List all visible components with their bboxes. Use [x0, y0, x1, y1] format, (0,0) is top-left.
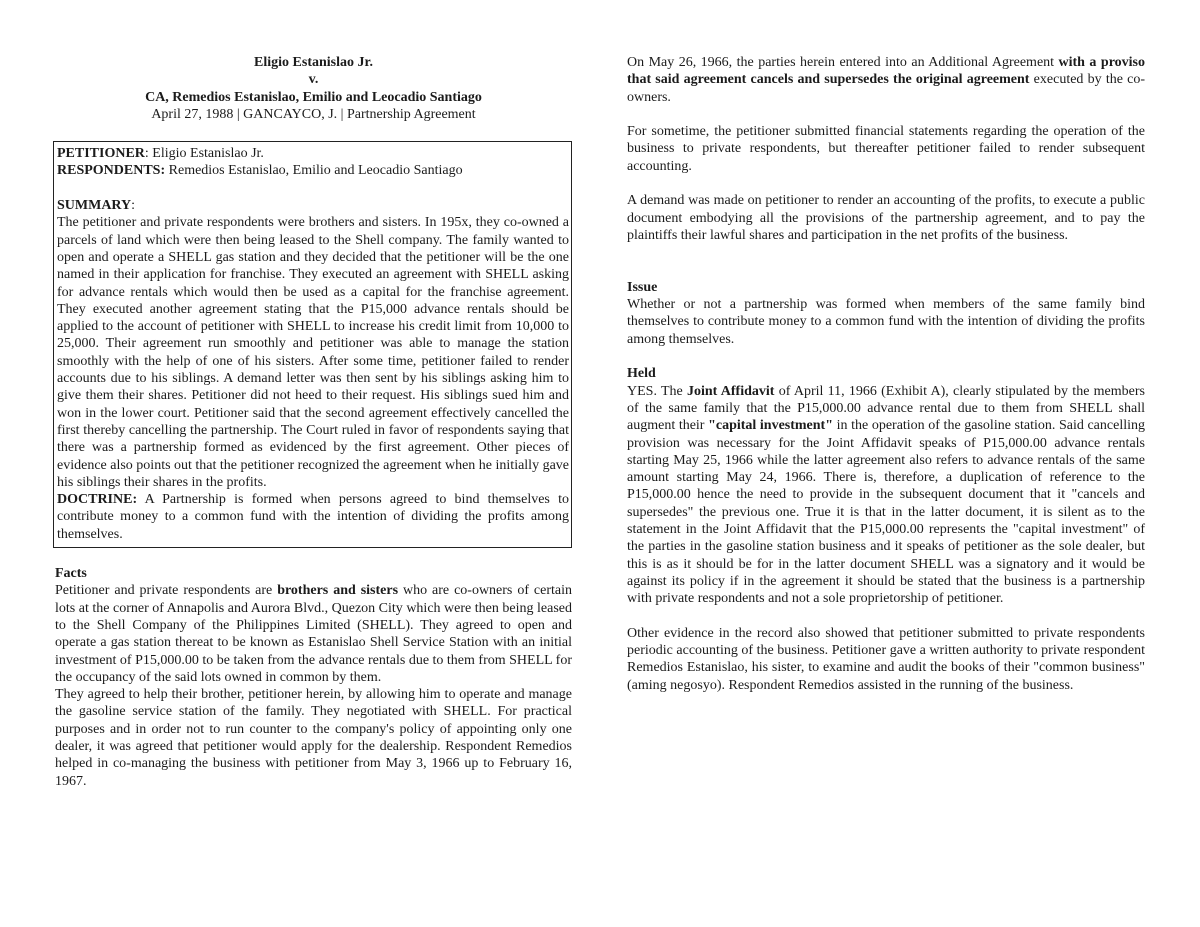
demand-paragraph: A demand was made on petitioner to render an accounting of the profits, to execute a public document embodying all the provisions of the partnership agreement, and to pay the plaintiffs their lawful shares and participation in the net profits of the business.: [627, 193, 1145, 243]
facts-p1-bold-run: brothers and sisters: [277, 583, 399, 599]
summary-box: [53, 141, 572, 548]
facts-paragraph-1: [55, 582, 572, 686]
respondents-label: RESPONDENTS:: [57, 163, 166, 179]
facts-paragraph-2: They agreed to help their brother, petitioner herein, by allowing him to operate and manage the gasoline service station of the family. They negotiated with SHELL. For practical purposes and in order not to run counter to the company's policy of appointing only one dealer, it was agreed that petitioner would apply for the dealership. Respondent Remedios helped in co-managing the business with petitioner from May 3, 1966 up to February 16, 1967.: [55, 687, 572, 789]
case-petitioner-title: Eligio Estanislao Jr.: [254, 55, 373, 70]
held-p1-run-5: in the operation of the gasoline station. Said cancelling provision was necessary for the Joint Affidavit speaks of P15,000.00 advance rentals starting May 25, 1966 while the latter agreement also refers to advance rentals of the same amount starting May 24, 1966. There is, therefore, a duplication of reference to the P15,000.00 hence the need to provide in the subsequent document that it "cancels and supersedes" the previous one. True it is that in the latter document, it is silent as to the statement in the Joint Affidavit that the P15,000.00 represents the "capital investment" of the parties in the gasoline station business and it speaks of petitioner as the sole dealer, but this is as it should be for in the latter document SHELL was a signatory and it would be against its policy if in the agreement it should be stated that the business is a partnership with private respondents and not a sole proprietorship of petitioner.: [627, 418, 1145, 607]
doctrine-paragraph: [57, 491, 569, 543]
doctrine-label: DOCTRINE:: [57, 492, 138, 508]
petitioner-value: : Eligio Estanislao Jr.: [144, 146, 264, 162]
petitioner-line: [57, 145, 569, 162]
summary-text: The petitioner and private respondents were brothers and sisters. In 195x, they co-owned a parcels of land which were then being leased to the Shell company. The family wanted to open and operate a SHELL gas station and they decided that the petitioner will be the one named in their application for franchise. They executed an agreement with SHELL asking for advance rentals which would then be used as a capital for the franchise agreement. They executed another agreement stating that the P15,000 advance rentals should be applied to the account of petitioner with SHELL to increase his credit limit from 10,000 to 25,000. Their agreement run smoothly and petitioner was able to manage the station smoothly with the help of one of his sisters. After some time, petitioner failed to render accounts due to his siblings. A demand letter was then sent by his siblings asking him to give them their shares. Petitioner did not heed to their request. His siblings sued him and won in the lower court. Petitioner said that the second agreement effectively cancelled the first thereby cancelling the partnership. The Court ruled in favor of respondents saying that there was a partnership formed as evidenced by the first agreement. Other pieces of evidence also points out that the petitioner recognized the agreement when he initially gave his siblings their shares in the profits.: [57, 215, 569, 490]
doctrine-text: A Partnership is formed when persons agreed to bind themselves to contribute money to a common fund with the intention of dividing the profits among themselves.: [57, 492, 569, 542]
case-title: [55, 54, 572, 123]
petitioner-label: PETITIONER: [57, 146, 145, 162]
held-heading: Held: [627, 366, 656, 382]
case-versus: v.: [308, 72, 319, 88]
summary-label: SUMMARY: [57, 198, 132, 214]
held-paragraph-1: [627, 383, 1145, 608]
held-paragraph-2: Other evidence in the record also showed that petitioner submitted to private respondents periodic accounting of the business. Petitioner gave a written authority to private respondent Remedios Estanislao, his sister, to examine and audit the books of their "common business" (aming negosyo). Respondent Remedios assisted in the running of the business.: [627, 625, 1145, 693]
facts-heading: Facts: [55, 566, 87, 582]
facts-p1-run-1: Petitioner and private respondents are: [55, 583, 278, 599]
facts-cont-p1-bold-run: with a proviso that said agreement cancels and supersedes the original agreement: [627, 55, 1145, 88]
left-column: [55, 54, 572, 790]
held-p1-run-3: of April 11, 1966 (Exhibit A), clearly stipulated by the members of the same family that the P15,000.00 advance rental due to them from SHELL shall augment their: [627, 383, 1145, 434]
right-column: [627, 54, 1145, 694]
issue-text: Whether or not a partnership was formed when members of the same family bind themselves to contribute money to a common fund with the intention of dividing the profits among themselves.: [627, 297, 1145, 347]
issue-heading: Issue: [627, 279, 658, 295]
facts-cont-p1-run-3: executed by the co-owners.: [627, 72, 1146, 105]
respondents-value: Remedios Estanislao, Emilio and Leocadio Santiago: [165, 163, 463, 179]
financial-statements-paragraph: For sometime, the petitioner submitted financial statements regarding the operation of the business to private respondents, but thereafter petitioner failed to render subsequent accounting.: [627, 124, 1145, 174]
case-respondents-title: CA, Remedios Estanislao, Emilio and Leocadio Santiago: [145, 89, 482, 105]
additional-agreement-paragraph: [627, 54, 1145, 106]
held-p1-run-1: YES. The: [627, 383, 687, 399]
case-meta: April 27, 1988 | GANCAYCO, J. | Partnership Agreement: [151, 106, 476, 122]
held-p1-bold-joint-affidavit: Joint Affidavit: [686, 383, 775, 399]
facts-p1-run-3: who are co-owners of certain lots at the corner of Annapolis and Aurora Blvd., Quezon City which were then being leased to the Shell Company of the Philippines Limited (SHELL). They agreed to open and operate a gas station thereat to be known as Estanislao Shell Service Station with an initial investment of P15,000.00 to be taken from the advance rentals due to them from SHELL for the occupancy of the said lots owned in common by them.: [55, 583, 573, 685]
summary-heading: [57, 197, 569, 214]
respondents-line: [57, 162, 569, 179]
held-p1-bold-capital-investment: "capital investment": [708, 418, 833, 434]
summary-colon: :: [131, 198, 136, 214]
facts-cont-p1-run-1: On May 26, 1966, the parties herein entered into an Additional Agreement: [627, 55, 1059, 70]
